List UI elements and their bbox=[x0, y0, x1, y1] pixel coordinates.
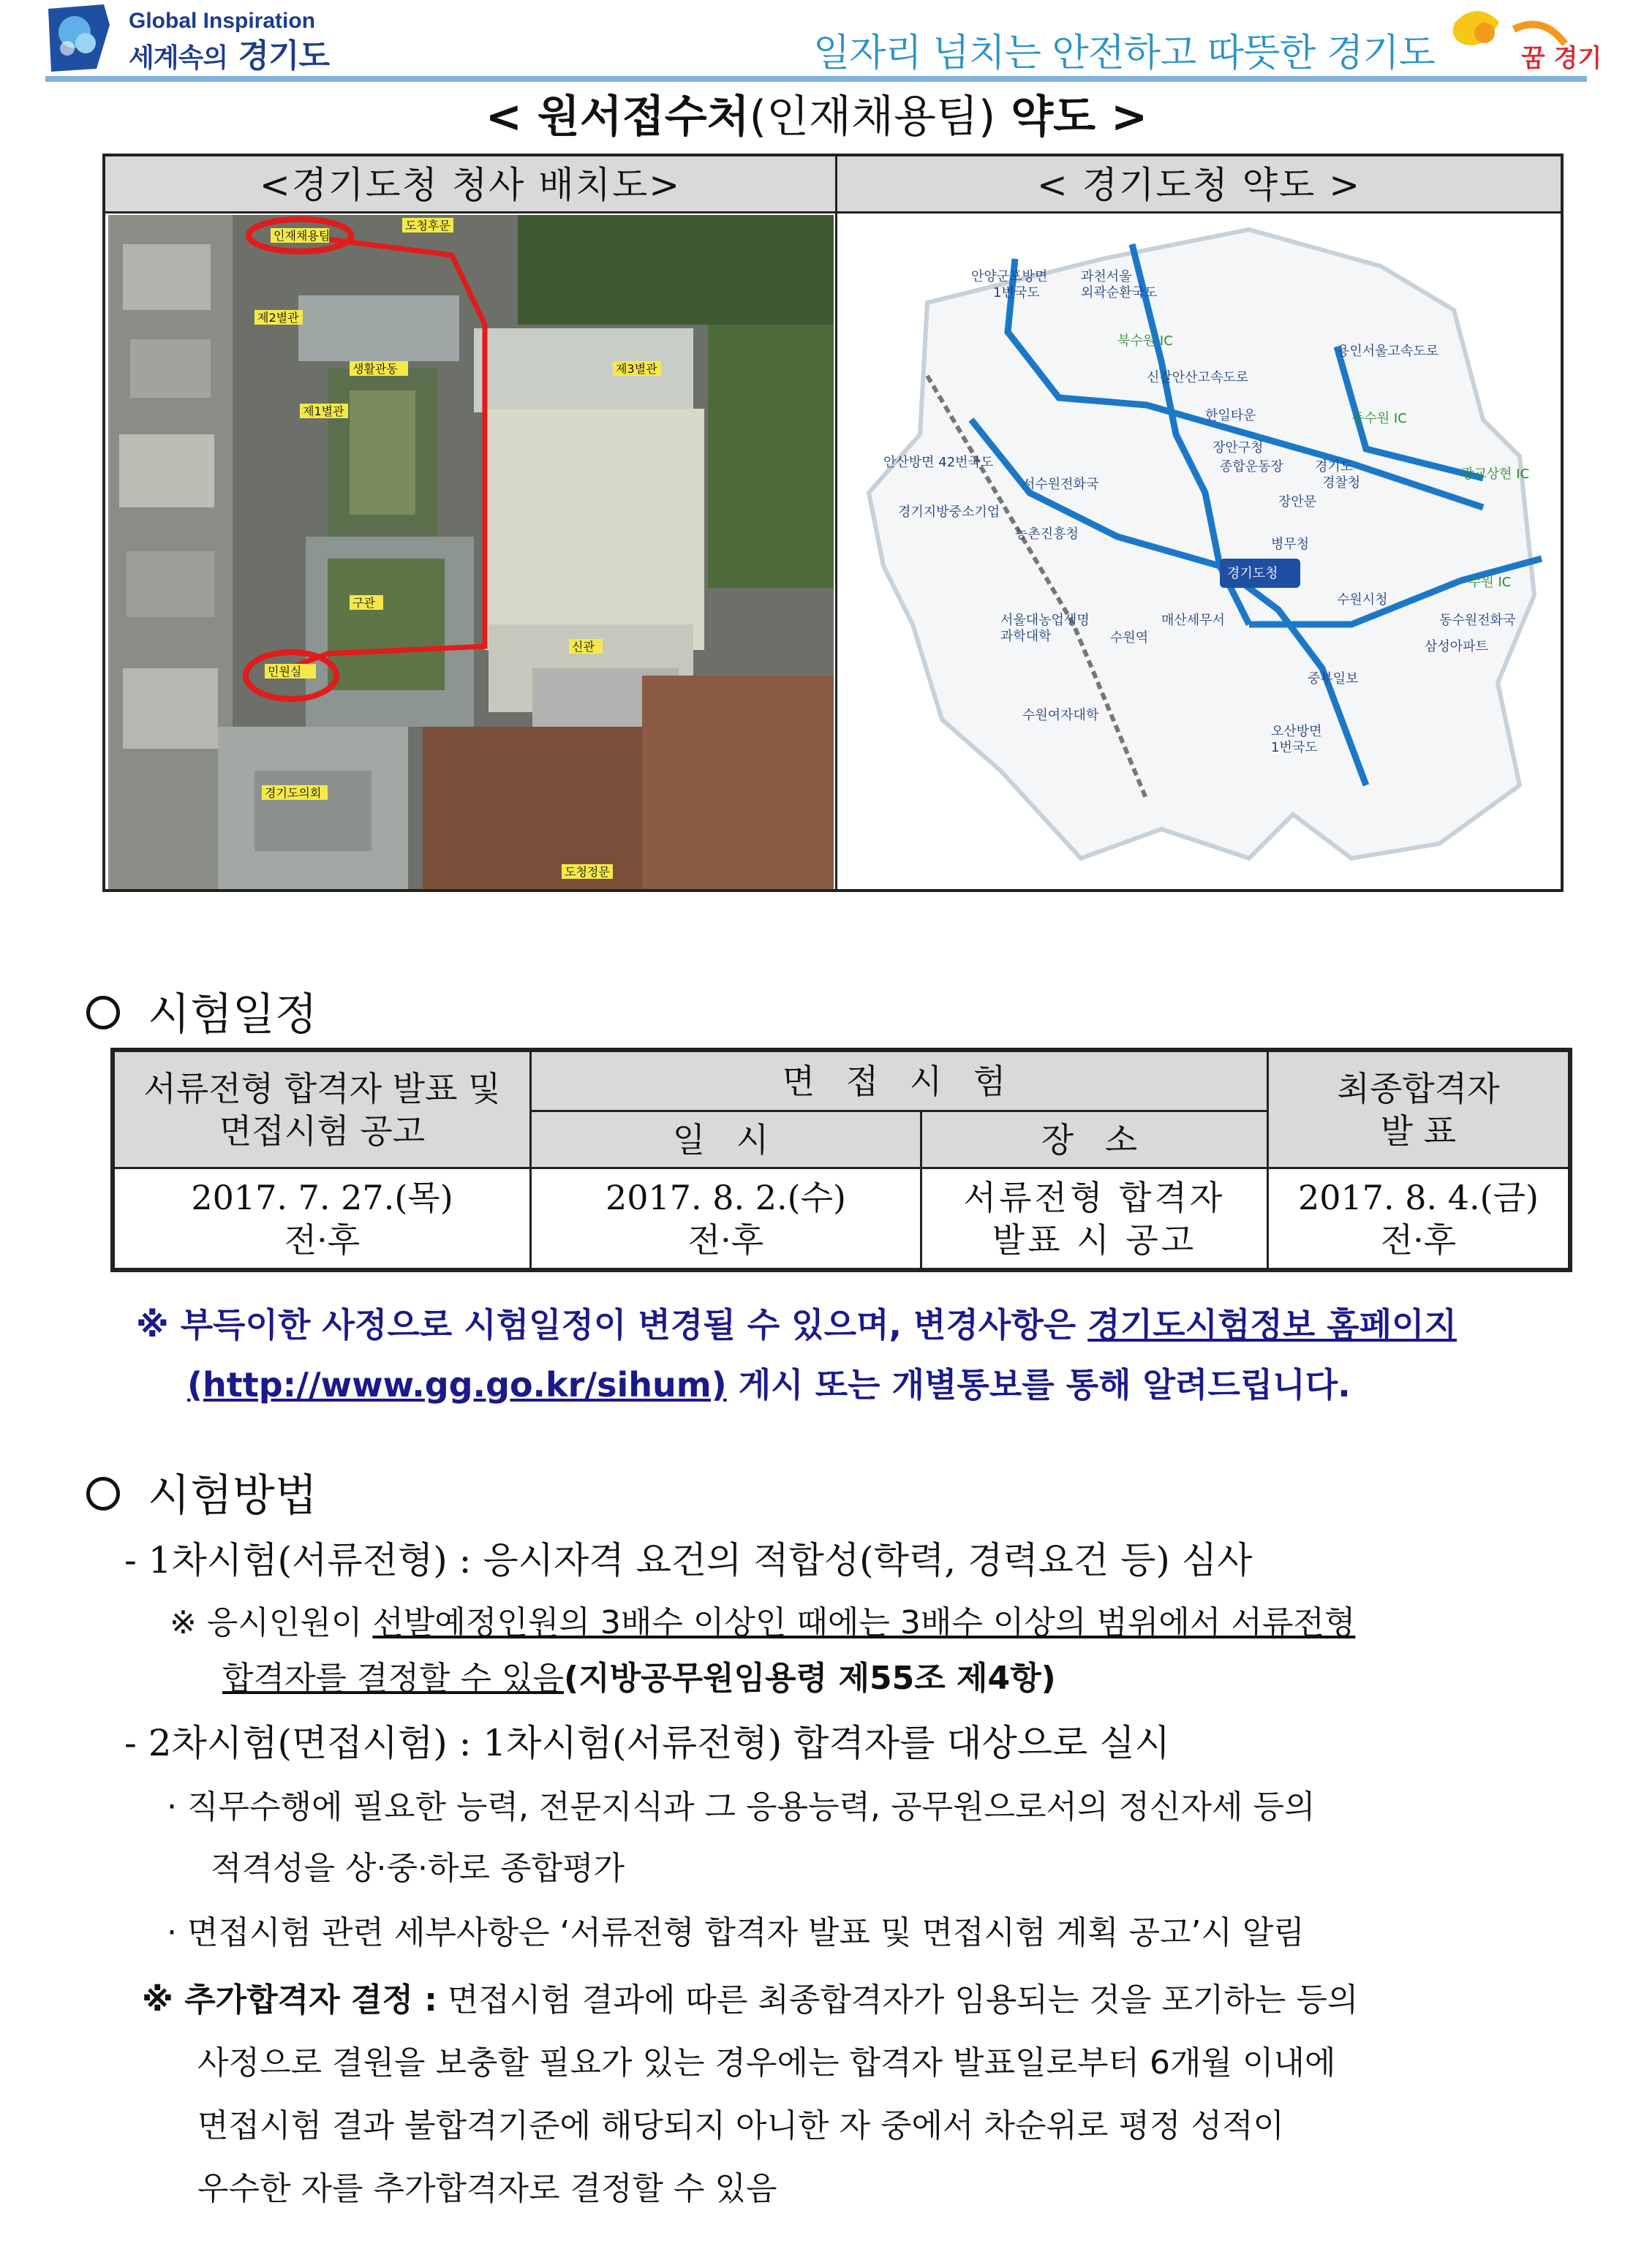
schedule-table bbox=[113, 1050, 1570, 1270]
second-exam-line: - 2차시험(면접시험) : 1차시험(서류전형) 합격자를 대상으로 실시 bbox=[124, 1722, 1170, 1764]
date-header: 일 시 bbox=[531, 1111, 921, 1168]
bullet2: · 면접시험 관련 세부사항은 ‘서류전형 합격자 발표 및 면접시험 계획 공고’시 알림 bbox=[167, 1914, 1305, 1951]
map-label-16: 장안문 bbox=[1278, 494, 1317, 510]
logo-korean-prefix: 세계속의 bbox=[129, 43, 228, 73]
map-table bbox=[102, 154, 1564, 892]
circle-bullet-icon bbox=[86, 996, 120, 1029]
first-note-underline1: 선발예정인원의 3배수 이상인 때에는 3배수 이상의 범위에서 서류전형 bbox=[372, 1604, 1356, 1641]
title-sub: (인재채용팀) bbox=[749, 91, 996, 143]
gyeonggi-logo-emblem bbox=[45, 3, 113, 73]
doc-result-time: 전·후 bbox=[284, 1220, 361, 1260]
map-label-9: 장안구청 bbox=[1213, 440, 1264, 456]
map-label-10: 안산방면 42번국도 bbox=[883, 455, 994, 470]
first-exam-line: - 1차시험(서류전형) : 응시자격 요건의 적합성(학력, 경력요건 등) 심사 bbox=[124, 1539, 1253, 1581]
photo-label-new: 신관 bbox=[572, 640, 595, 654]
photo-label-living: 생활관동 bbox=[352, 362, 398, 376]
photo-label-annex2: 제2별관 bbox=[257, 311, 299, 325]
map-label-31: 오산방면 bbox=[1271, 724, 1322, 739]
final-cell bbox=[1268, 1168, 1569, 1269]
note-prefix: ※ 부득이한 사정으로 시험일정이 변경될 수 있으며, 변경사항은 bbox=[136, 1305, 1076, 1345]
logo-korean-text bbox=[129, 29, 329, 76]
method-heading-text: 시험방법 bbox=[148, 1470, 317, 1522]
extra-pass-label: ※ 추가합격자 결정 : bbox=[142, 1981, 437, 2019]
map-label-17: 경기지방중소기업 bbox=[898, 504, 1000, 520]
map-label-18: 병무청 bbox=[1271, 537, 1310, 552]
note-suffix: 게시 또는 개별통보를 통해 알려드립니다. bbox=[738, 1365, 1351, 1405]
exam-info-homepage-link[interactable]: 경기도시험정보 홈페이지 bbox=[1087, 1305, 1457, 1345]
place-line2: 발표 시 공고 bbox=[992, 1220, 1197, 1260]
map-label-4: 북수원 IC bbox=[1117, 333, 1173, 349]
map-label-15: 서수원전화국 bbox=[1022, 477, 1099, 492]
brand-mark-text: 꿈 경기 bbox=[1521, 44, 1602, 73]
bullet1-line1: · 직무수행에 필요한 능력, 전문지식과 그 응용능력, 공무원으로서의 정신자세 등의 bbox=[167, 1788, 1316, 1826]
map-divider bbox=[835, 156, 837, 889]
map-label-8: 동수원 IC bbox=[1351, 411, 1407, 426]
extra-pass-text1: 면접시험 결과에 따른 최종합격자가 임용되는 것을 포기하는 등의 bbox=[447, 1981, 1359, 2019]
first-note-underline2: 합격자를 결정할 수 있음 bbox=[222, 1660, 564, 1697]
map-label-7: 한일타운 bbox=[1205, 408, 1256, 423]
title-suffix: 약도 > bbox=[1011, 91, 1148, 143]
map-label-11: 종합운동장 bbox=[1220, 459, 1283, 475]
campus-layout-header: <경기도청 청사 배치도> bbox=[105, 156, 835, 213]
interview-header: 면 접 시 험 bbox=[531, 1051, 1268, 1111]
photo-label-main-gate: 도청정문 bbox=[565, 865, 610, 879]
final-header: 최종합격자 발 표 bbox=[1268, 1051, 1569, 1168]
map-label-22: 수원시청 bbox=[1337, 592, 1388, 608]
photo-label-annex1: 제1별관 bbox=[303, 404, 344, 418]
extra-pass-line1 bbox=[142, 1970, 1358, 2031]
photo-label-recruit: 인재채용팀 bbox=[274, 229, 331, 243]
interview-time: 전·후 bbox=[687, 1220, 764, 1260]
schedule-change-note-line2 bbox=[187, 1354, 1351, 1415]
map-label-28: 삼성아파트 bbox=[1425, 639, 1488, 654]
first-note-prefix: ※ 응시인원이 bbox=[170, 1604, 363, 1641]
brand-mark bbox=[1433, 0, 1623, 79]
photo-label-civil: 민원실 bbox=[268, 665, 302, 678]
circle-bullet-icon bbox=[86, 1477, 120, 1511]
place-cell bbox=[921, 1168, 1268, 1269]
location-map bbox=[840, 215, 1562, 889]
final-time: 전·후 bbox=[1380, 1220, 1457, 1260]
map-label-29: 중부일보 bbox=[1308, 671, 1359, 687]
first-exam-note bbox=[170, 1592, 1574, 1654]
map-label-1: 1번국도 bbox=[993, 285, 1040, 300]
exam-info-url-link[interactable]: (http://www.gg.go.kr/sihum) bbox=[187, 1365, 727, 1405]
map-label-27: 동수원전화국 bbox=[1439, 613, 1516, 628]
map-label-2: 과천서울 bbox=[1081, 269, 1132, 284]
photo-label-assembly: 경기도의회 bbox=[265, 786, 322, 800]
final-date: 2017. 8. 4.(금) bbox=[1297, 1177, 1539, 1217]
map-label-14: 광교상현 IC bbox=[1461, 466, 1530, 482]
photo-label-old: 구관 bbox=[352, 596, 375, 610]
schedule-heading bbox=[86, 980, 317, 1043]
slogan: 일자리 넘치는 안전하고 따뜻한 경기도 bbox=[813, 31, 1435, 75]
doc-result-header: 서류전형 합격자 발표 및 면접시험 공고 bbox=[114, 1051, 531, 1168]
map-label-0: 안양군포방면 bbox=[971, 269, 1048, 284]
photo-label-back-gate: 도청후문 bbox=[405, 219, 450, 233]
title-prefix: < 원서접수처 bbox=[485, 91, 750, 143]
map-label-26: 매산세무서 bbox=[1161, 613, 1225, 628]
map-label-12: 경기도 bbox=[1315, 459, 1354, 475]
first-note-suffix: (지방공무원임용령 제55조 제4항) bbox=[564, 1660, 1056, 1697]
map-label-32: 1번국도 bbox=[1271, 740, 1318, 755]
map-label-25: 수원역 bbox=[1110, 630, 1149, 646]
map-label-3: 외곽순환국도 bbox=[1081, 285, 1158, 300]
doc-result-cell bbox=[114, 1168, 531, 1269]
map-label-20: 수원 IC bbox=[1468, 575, 1512, 590]
map-label-21: 경기도청 bbox=[1227, 566, 1278, 581]
bullet1-line2: 적격성을 상·중·하로 종합평가 bbox=[211, 1850, 625, 1887]
schedule-change-note bbox=[136, 1294, 1569, 1356]
map-label-13: 경찰청 bbox=[1322, 475, 1361, 491]
extra-pass-line3: 면접시험 결과 불합격기준에 해당되지 아니한 자 중에서 차순위로 평정 성적이 bbox=[197, 2107, 1285, 2144]
map-label-24: 과학대학 bbox=[1000, 629, 1052, 644]
logo-english-text: Global Inspiration bbox=[129, 9, 316, 33]
map-label-19: 농촌진흥청 bbox=[1015, 526, 1079, 542]
interview-date-cell bbox=[531, 1168, 921, 1269]
logo-korean-main: 경기도 bbox=[238, 37, 329, 75]
page-title bbox=[0, 82, 1633, 145]
first-exam-note-line2 bbox=[222, 1648, 1056, 1709]
map-label-30: 수원여자대학 bbox=[1022, 708, 1099, 723]
header-rule bbox=[45, 76, 1587, 82]
map-label-23: 서울대농업생명 bbox=[1000, 613, 1090, 628]
schedule-heading-text: 시험일정 bbox=[148, 989, 317, 1040]
map-label-5: 용인서울고속도로 bbox=[1337, 344, 1439, 359]
doc-result-date: 2017. 7. 27.(목) bbox=[191, 1177, 453, 1217]
place-line1: 서류전형 합격자 bbox=[963, 1177, 1226, 1217]
interview-date: 2017. 8. 2.(수) bbox=[605, 1177, 847, 1217]
photo-label-annex3: 제3별관 bbox=[616, 362, 657, 376]
campus-aerial-photo bbox=[108, 215, 834, 889]
location-map-header: < 경기도청 약도 > bbox=[837, 156, 1561, 213]
extra-pass-line2: 사정으로 결원을 보충할 필요가 있는 경우에는 합격자 발표일로부터 6개월 이내에 bbox=[197, 2044, 1336, 2082]
extra-pass-line4: 우수한 자를 추가합격자로 결정할 수 있음 bbox=[197, 2170, 777, 2207]
method-heading bbox=[86, 1461, 317, 1524]
place-header: 장 소 bbox=[921, 1111, 1268, 1168]
map-label-6: 신갈안산고속도로 bbox=[1147, 370, 1249, 385]
